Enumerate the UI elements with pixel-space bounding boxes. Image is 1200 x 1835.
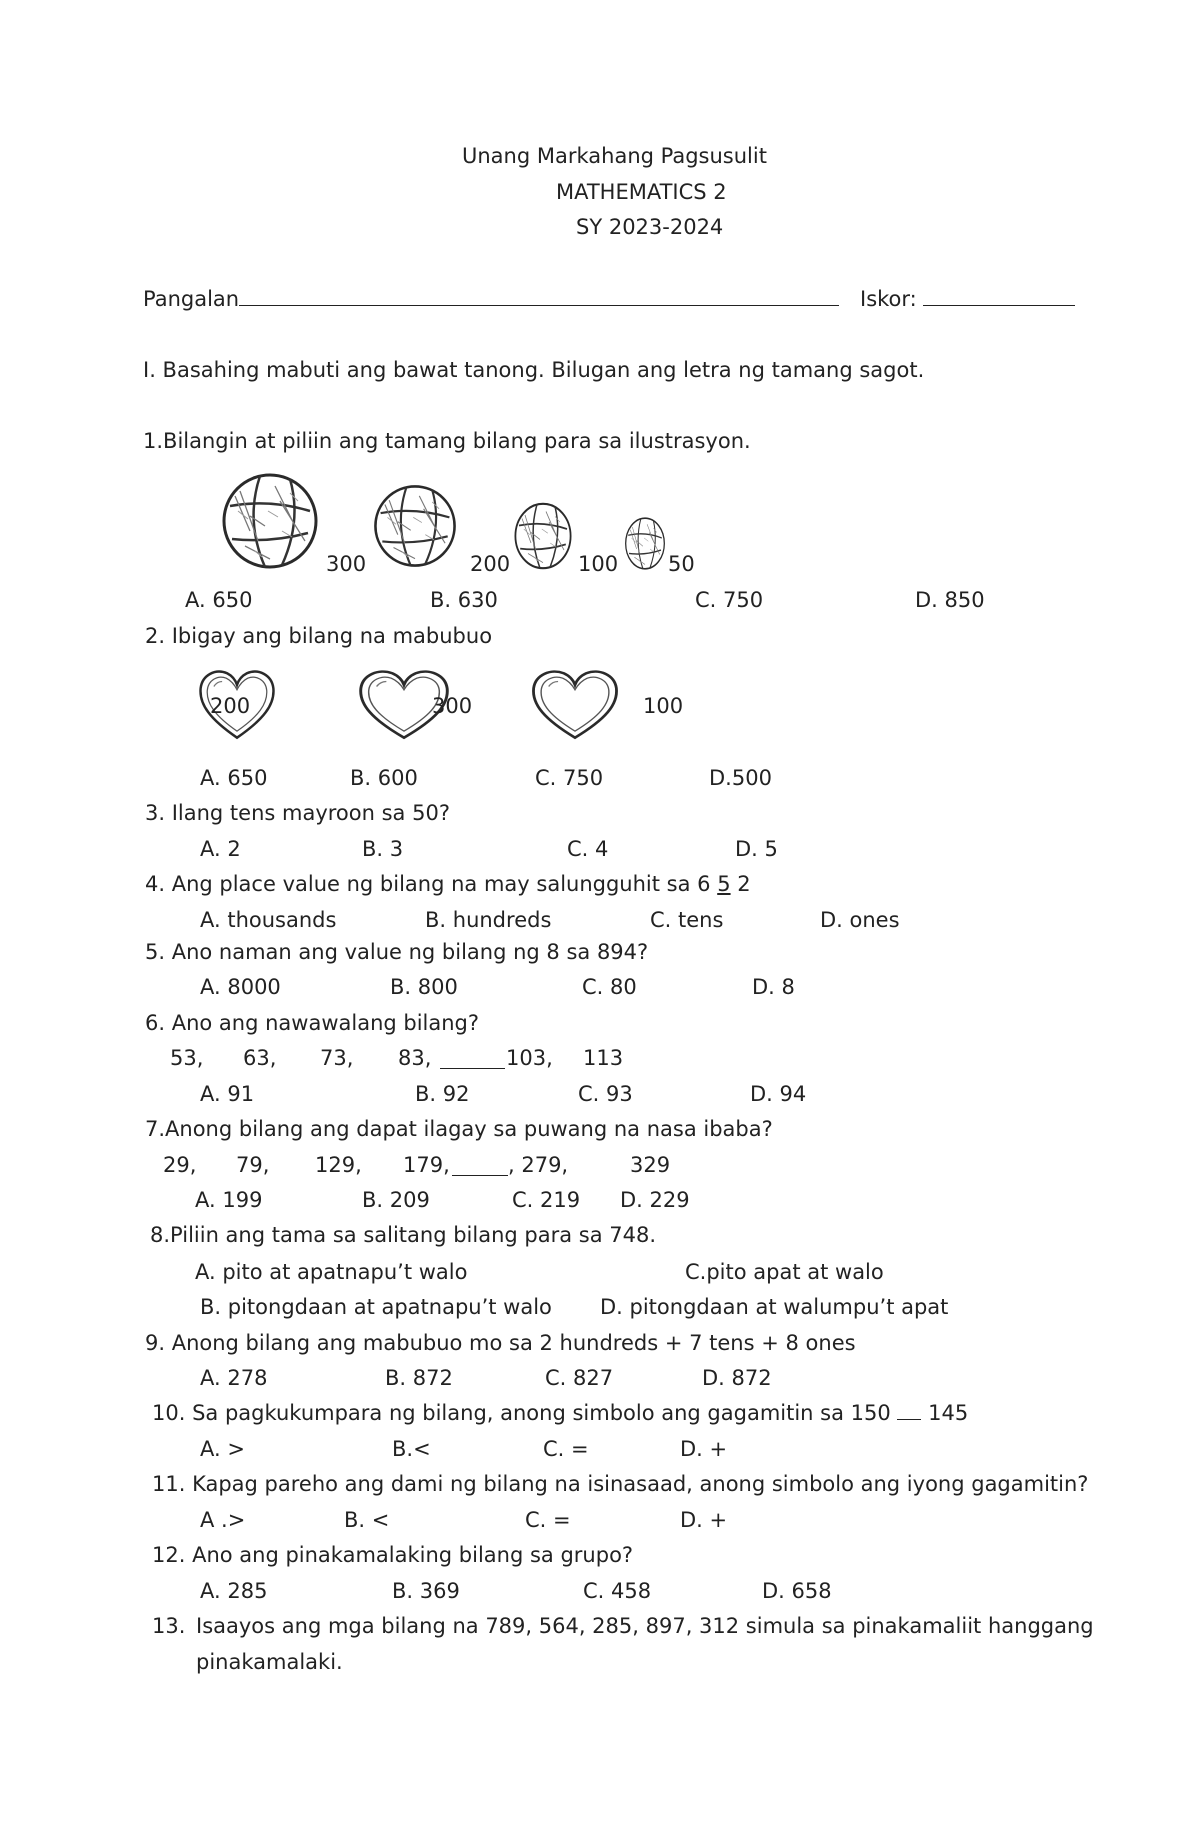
question-12-text: 12. Ano ang pinakamalaking bilang sa grupo? <box>152 1543 634 1567</box>
question-6-text: 6. Ano ang nawawalang bilang? <box>145 1011 480 1035</box>
question-3-text: 3. Ilang tens mayroon sa 50? <box>145 801 450 825</box>
name-row <box>143 287 839 311</box>
q1-option-c[interactable]: C. 750 <box>695 588 764 612</box>
q8-option-b[interactable]: B. pitongdaan at apatnapu’t walo <box>200 1295 552 1319</box>
question-1-text: 1.Bilangin at piliin ang tamang bilang para sa ilustrasyon. <box>143 429 751 453</box>
q6-option-a[interactable]: A. 91 <box>200 1082 255 1106</box>
q7-option-b[interactable]: B. 209 <box>362 1188 430 1212</box>
instructions: I. Basahing mabuti ang bawat tanong. Bilugan ang letra ng tamang sagot. <box>143 358 925 382</box>
q9-option-b[interactable]: B. 872 <box>385 1366 453 1390</box>
basketball-icon <box>220 471 320 571</box>
school-year: SY 2023-2024 <box>576 215 724 239</box>
heart-icon <box>528 665 622 741</box>
q5-option-b[interactable]: B. 800 <box>390 975 458 999</box>
sequence-item: 179, <box>403 1153 450 1177</box>
q4-option-b[interactable]: B. hundreds <box>425 908 552 932</box>
q3-option-b[interactable]: B. 3 <box>362 837 404 861</box>
basketball-icon <box>372 483 458 569</box>
question-9-text: 9. Anong bilang ang mabubuo mo sa 2 hundreds + 7 tens + 8 ones <box>145 1331 856 1355</box>
q4-text-start: 4. Ang place value ng bilang na may salungguhit sa 6 <box>145 872 718 896</box>
score-label: Iskor: <box>860 287 917 311</box>
heart-value: 200 <box>210 694 251 718</box>
q10-option-d[interactable]: D. + <box>680 1437 728 1461</box>
heart-value: 300 <box>432 694 473 718</box>
question-5-text: 5. Ano naman ang value ng bilang ng 8 sa 894? <box>145 940 649 964</box>
q1-option-b[interactable]: B. 630 <box>430 588 498 612</box>
q10-text-start: 10. Sa pagkukumpara ng bilang, anong simbolo ang gagamitin sa 150 <box>152 1401 898 1425</box>
sequence-item: 329 <box>630 1153 671 1177</box>
ball-value: 50 <box>668 552 695 576</box>
q10-option-c[interactable]: C. = <box>543 1437 589 1461</box>
q5-option-d[interactable]: D. 8 <box>752 975 795 999</box>
q8-option-a[interactable]: A. pito at apatnapu’t walo <box>195 1260 468 1284</box>
question-7-text: 7.Anong bilang ang dapat ilagay sa puwang na nasa ibaba? <box>145 1117 773 1141</box>
exam-title: Unang Markahang Pagsusulit <box>462 144 767 168</box>
sequence-item: 53, <box>170 1046 204 1070</box>
q7-option-c[interactable]: C. 219 <box>512 1188 581 1212</box>
q11-option-c[interactable]: C. = <box>525 1508 571 1532</box>
q12-option-a[interactable]: A. 285 <box>200 1579 268 1603</box>
q3-option-d[interactable]: D. 5 <box>735 837 778 861</box>
sequence-item: 79, <box>236 1153 270 1177</box>
question-11-text: 11. Kapag pareho ang dami ng bilang na isinasaad, anong simbolo ang iyong gagamitin? <box>152 1472 1089 1496</box>
sequence-item: , 279, <box>508 1153 569 1177</box>
q1-option-a[interactable]: A. 650 <box>185 588 253 612</box>
q7-option-a[interactable]: A. 199 <box>195 1188 263 1212</box>
q12-option-d[interactable]: D. 658 <box>762 1579 832 1603</box>
q2-option-a[interactable]: A. 650 <box>200 766 268 790</box>
q6-option-c[interactable]: C. 93 <box>578 1082 633 1106</box>
question-10-text <box>152 1401 968 1425</box>
q6-option-d[interactable]: D. 94 <box>750 1082 807 1106</box>
question-13-text: Isaayos ang mga bilang na 789, 564, 285, 897, 312 simula sa pinakamaliit hanggang <box>196 1614 1094 1638</box>
q8-option-c[interactable]: C.pito apat at walo <box>685 1260 884 1284</box>
q7-option-d[interactable]: D. 229 <box>620 1188 690 1212</box>
q2-option-b[interactable]: B. 600 <box>350 766 418 790</box>
q4-option-c[interactable]: C. tens <box>650 908 724 932</box>
question-2-text: 2. Ibigay ang bilang na mabubuo <box>145 624 493 648</box>
q10-text-end: 145 <box>921 1401 969 1425</box>
q10-option-a[interactable]: A. > <box>200 1437 245 1461</box>
question-4-text <box>145 872 751 896</box>
ball-value: 100 <box>578 552 619 576</box>
subject-title: MATHEMATICS 2 <box>556 180 727 204</box>
q8-option-d[interactable]: D. pitongdaan at walumpu’t apat <box>600 1295 949 1319</box>
q3-option-c[interactable]: C. 4 <box>567 837 609 861</box>
q12-option-b[interactable]: B. 369 <box>392 1579 460 1603</box>
q6-option-b[interactable]: B. 92 <box>415 1082 470 1106</box>
missing-number-blank[interactable] <box>452 1153 508 1176</box>
q4-option-d[interactable]: D. ones <box>820 908 900 932</box>
q10-option-b[interactable]: B.< <box>392 1437 431 1461</box>
q4-option-a[interactable]: A. thousands <box>200 908 337 932</box>
q4-text-end: 2 <box>730 872 751 896</box>
q2-option-d[interactable]: D.500 <box>709 766 772 790</box>
q9-option-c[interactable]: C. 827 <box>545 1366 614 1390</box>
sequence-item: 29, <box>163 1153 197 1177</box>
sequence-item: 63, <box>243 1046 277 1070</box>
comparison-blank[interactable] <box>897 1401 921 1420</box>
heart-value: 100 <box>643 694 684 718</box>
basketball-icon <box>513 501 573 571</box>
sequence-item: 83, <box>398 1046 432 1070</box>
question-13-text-cont: pinakamalaki. <box>196 1650 343 1674</box>
question-13-number: 13. <box>152 1614 186 1638</box>
score-field[interactable] <box>923 305 1075 306</box>
sequence-item: 129, <box>315 1153 362 1177</box>
question-8-text: 8.Piliin ang tama sa salitang bilang para sa 748. <box>150 1223 657 1247</box>
q11-option-b[interactable]: B. < <box>344 1508 390 1532</box>
ball-value: 300 <box>326 552 367 576</box>
missing-number-blank[interactable] <box>440 1046 505 1069</box>
q1-option-d[interactable]: D. 850 <box>915 588 985 612</box>
sequence-item: 113 <box>583 1046 624 1070</box>
q9-option-d[interactable]: D. 872 <box>702 1366 772 1390</box>
q5-option-a[interactable]: A. 8000 <box>200 975 281 999</box>
q11-option-a[interactable]: A .> <box>200 1508 246 1532</box>
q9-option-a[interactable]: A. 278 <box>200 1366 268 1390</box>
sequence-item: 73, <box>320 1046 354 1070</box>
q3-option-a[interactable]: A. 2 <box>200 837 241 861</box>
score-row <box>860 287 1075 311</box>
q2-option-c[interactable]: C. 750 <box>535 766 604 790</box>
name-field[interactable] <box>239 305 839 306</box>
q12-option-c[interactable]: C. 458 <box>583 1579 652 1603</box>
sequence-item: 103, <box>506 1046 553 1070</box>
q5-option-c[interactable]: C. 80 <box>582 975 637 999</box>
ball-value: 200 <box>470 552 511 576</box>
q11-option-d[interactable]: D. + <box>680 1508 728 1532</box>
underlined-digit: 5 <box>717 872 731 896</box>
name-label: Pangalan <box>143 287 240 311</box>
basketball-icon <box>624 516 666 571</box>
